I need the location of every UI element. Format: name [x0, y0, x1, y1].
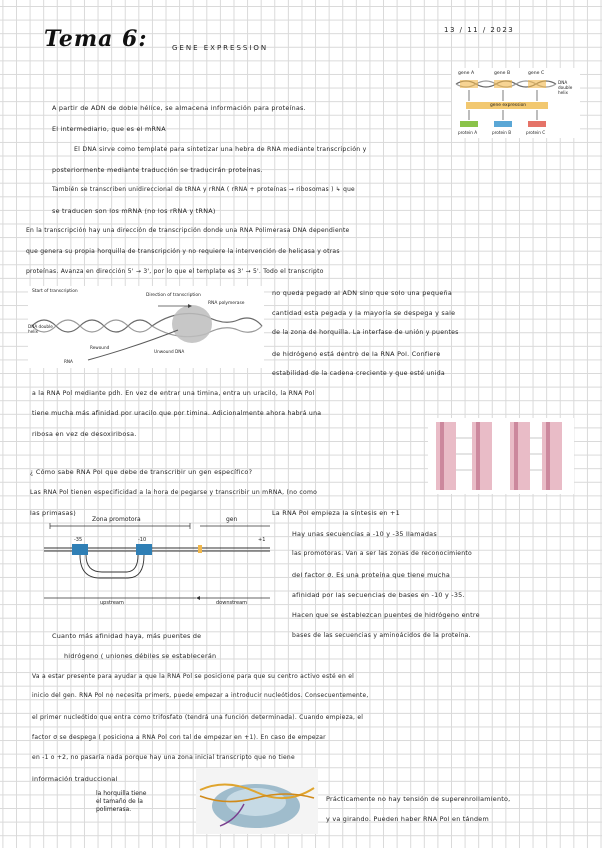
downstream-label: downstream — [216, 600, 248, 606]
note-line: Las RNA Pol tienen especificidad a la hora de pegarse y transcribir un mRNA, (no como — [30, 489, 318, 496]
transcription-figure — [28, 286, 264, 368]
note-line: hidrógeno ( uniones débiles se establecerán — [64, 652, 217, 660]
protein-c-label: protein C — [526, 130, 546, 135]
note-line: También se transcriben unidireccional de tRNA y rRNA ( rRNA + proteínas → ribosomas ) ↳ que — [52, 187, 355, 193]
rna-polymerase-label: RNA polymerase — [208, 301, 245, 306]
note-line: el primer nucleótido que entra como trifosfato (tendrá una función determinada). Cuando empieza, el — [32, 714, 364, 721]
note-line: en -1 o +2, no pasaría nada porque hay una zona inicial transcripto que no tiene — [32, 754, 295, 761]
note-line: factor σ se despega ( posiciona a RNA Pol con tal de empezar en +1). En caso de empezar — [32, 734, 326, 741]
note-line: de hidrógeno está dentro de la RNA Pol. Confiere — [272, 350, 441, 358]
gene-expression-figure — [452, 68, 580, 138]
note-line: bases de las secuencias y aminoácidos de la proteína. — [292, 632, 471, 639]
note-line: a la RNA Pol mediante pdh. En vez de entrar una timina, entra un uracilo, la RNA Pol — [32, 390, 315, 397]
note-line: Prácticamente no hay tensión de superenrollamiento, — [326, 795, 511, 803]
note-line: se traducen son los mRNA (no los rRNA y tRNA) — [52, 207, 216, 215]
note-line: las primasas) — [30, 509, 76, 517]
note-line: afinidad por las secuencias de bases en -10 y -35. — [292, 591, 465, 599]
note-line: información traduccional — [32, 775, 118, 783]
page-subtitle: GENE EXPRESSION — [172, 44, 269, 52]
gene-a-label: gene A — [458, 71, 475, 76]
note-line: Hacen que se establezcan puentes de hidrógeno entre — [292, 611, 480, 619]
note-line: no queda pegado al ADN sino que solo una pequeña — [272, 289, 452, 297]
plus-one-label: +1 — [258, 537, 266, 543]
protein-b-label: protein B — [492, 130, 512, 135]
promoter-zone-label: Zona promotora — [92, 516, 141, 523]
note-line: tiene mucha más afinidad por uracilo que por timina. Adicionalmente ahora habrá una — [32, 410, 322, 417]
box-10-label: -10 — [138, 537, 147, 543]
note-line: cantidad esta pegada y la mayoría se despega y sale — [272, 309, 456, 317]
note-line: ribosa en vez de desoxiribosa. — [32, 430, 137, 438]
rewound-label: Rewound — [90, 345, 110, 350]
polymerase-structure-figure — [428, 418, 574, 494]
note-line: Va a estar presente para ayudar a que la RNA Pol se posicione para que su centro activo esté en el — [32, 673, 355, 680]
note-line: y va girando. Pueden haber RNA Pol en tándem — [326, 815, 489, 823]
protein-a-label: protein A — [458, 130, 478, 135]
note-line: Cuanto más afinidad haya, más puentes de — [52, 632, 202, 640]
note-line: proteínas. Avanza en dirección 5' → 3', por lo que el template es 3' → 5'. Todo el transcripto — [26, 268, 324, 275]
note-line: Hay unas secuencias a -10 y -35 llamadas — [292, 530, 437, 538]
gene-expression-label: gene expression — [490, 103, 527, 108]
rna-label: RNA — [64, 359, 73, 364]
note-line: En la transcripción hay una dirección de transcripción donde una RNA Polimerasa DNA dependiente — [26, 227, 350, 234]
start-of-transcription-label: Start of transcription — [32, 289, 78, 294]
note-line: A partir de ADN de doble hélice, se almacena información para proteínas. — [52, 104, 306, 112]
bottom-caption-line: el tamaño de la — [96, 798, 143, 805]
note-line: posteriormente mediante traducción se traducirán proteínas. — [52, 166, 263, 174]
page-date: 13 / 11 / 2023 — [444, 26, 515, 34]
note-line: ¿ Cómo sabe RNA Pol que debe de transcribir un gen específico? — [30, 468, 253, 476]
note-line: del factor σ. Es una proteína que tiene mucha — [292, 571, 451, 579]
unwound-dna-label: Unwound DNA — [154, 349, 185, 354]
gene-b-label: gene B — [494, 71, 511, 76]
box-35-label: -35 — [74, 537, 83, 543]
promoter-diagram — [40, 516, 272, 610]
bottom-caption-line: polimerasa. — [96, 806, 132, 813]
polymerase-bubble-figure — [196, 768, 318, 834]
note-line: de la zona de horquilla. La interfase de unión y puentes — [272, 329, 459, 336]
page-title: Tema 6: — [44, 26, 148, 52]
direction-label: Direction of transcription — [146, 293, 201, 298]
dna-label: DNA double helix — [558, 80, 573, 95]
note-line: las promotoras. Van a ser las zonas de reconocimiento — [292, 550, 473, 557]
note-line: estabilidad de la cadena creciente y que esté unida — [272, 370, 445, 377]
note-line: El DNA sirve como template para sintetizar una hebra de RNA mediante transcripción y — [74, 146, 367, 153]
note-line: que genera su propia horquilla de transcripción y no requiere la intervención de helicasa y otras — [26, 248, 340, 255]
note-line: La RNA Pol empieza la síntesis en +1 — [272, 509, 400, 517]
dna-helix-label: DNA double helix — [28, 324, 53, 334]
note-line: inicio del gen. RNA Pol no necesita primers, puede empezar a introducir nucleótidos. Consecuentemente, — [32, 693, 369, 699]
gene-label: gen — [226, 516, 238, 523]
gene-c-label: gene C — [528, 71, 545, 76]
note-line: El intermediario, que es el mRNA — [52, 125, 166, 133]
upstream-label: upstream — [100, 600, 124, 606]
bottom-caption-line: la horquilla tiene — [96, 790, 147, 797]
